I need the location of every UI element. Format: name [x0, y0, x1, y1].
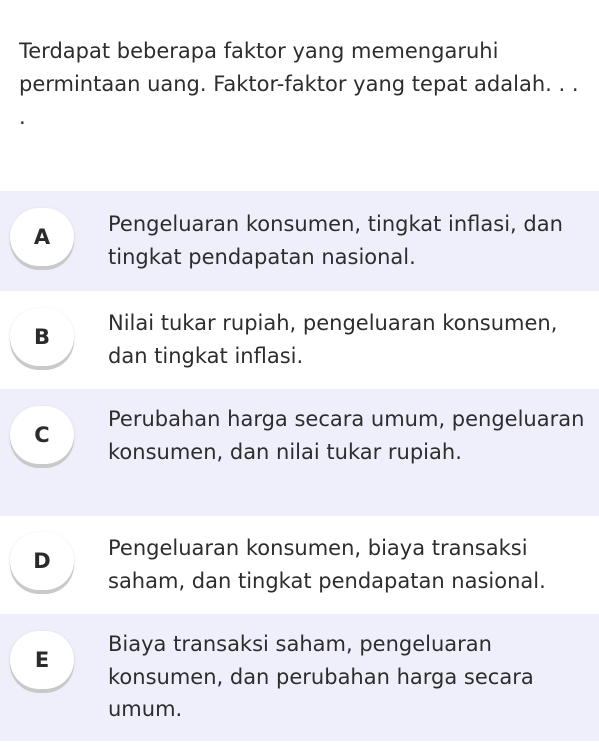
option-d-badge[interactable]: D [10, 532, 74, 590]
option-e[interactable] [0, 614, 599, 741]
option-c[interactable] [0, 389, 599, 516]
option-d-text: Pengeluaran konsumen, biaya transaksi saham, dan tingkat pendapatan nasional. [108, 536, 546, 593]
option-c-text: Perubahan harga secara umum, pengeluaran konsumen, dan nilai tukar rupiah. [108, 407, 585, 464]
option-b-text: Nilai tukar rupiah, pengeluaran konsumen, dan tingkat inflasi. [108, 311, 558, 368]
option-b[interactable] [0, 291, 599, 389]
option-a-text: Pengeluaran konsumen, tingkat inflasi, dan tingkat pendapatan nasional. [108, 212, 563, 269]
option-a[interactable] [0, 191, 599, 291]
option-a-badge[interactable]: A [10, 208, 74, 266]
option-c-badge[interactable]: C [10, 406, 74, 464]
option-e-text: Biaya transaksi saham, pengeluaran konsumen, dan perubahan harga secara umum. [108, 632, 534, 721]
option-e-badge[interactable]: E [10, 631, 74, 689]
option-d[interactable] [0, 516, 599, 614]
question-text: Terdapat beberapa faktor yang memengaruhi permintaan uang. Faktor-faktor yang tepat adalah. . . . [19, 39, 579, 129]
option-b-badge[interactable]: B [10, 308, 74, 366]
